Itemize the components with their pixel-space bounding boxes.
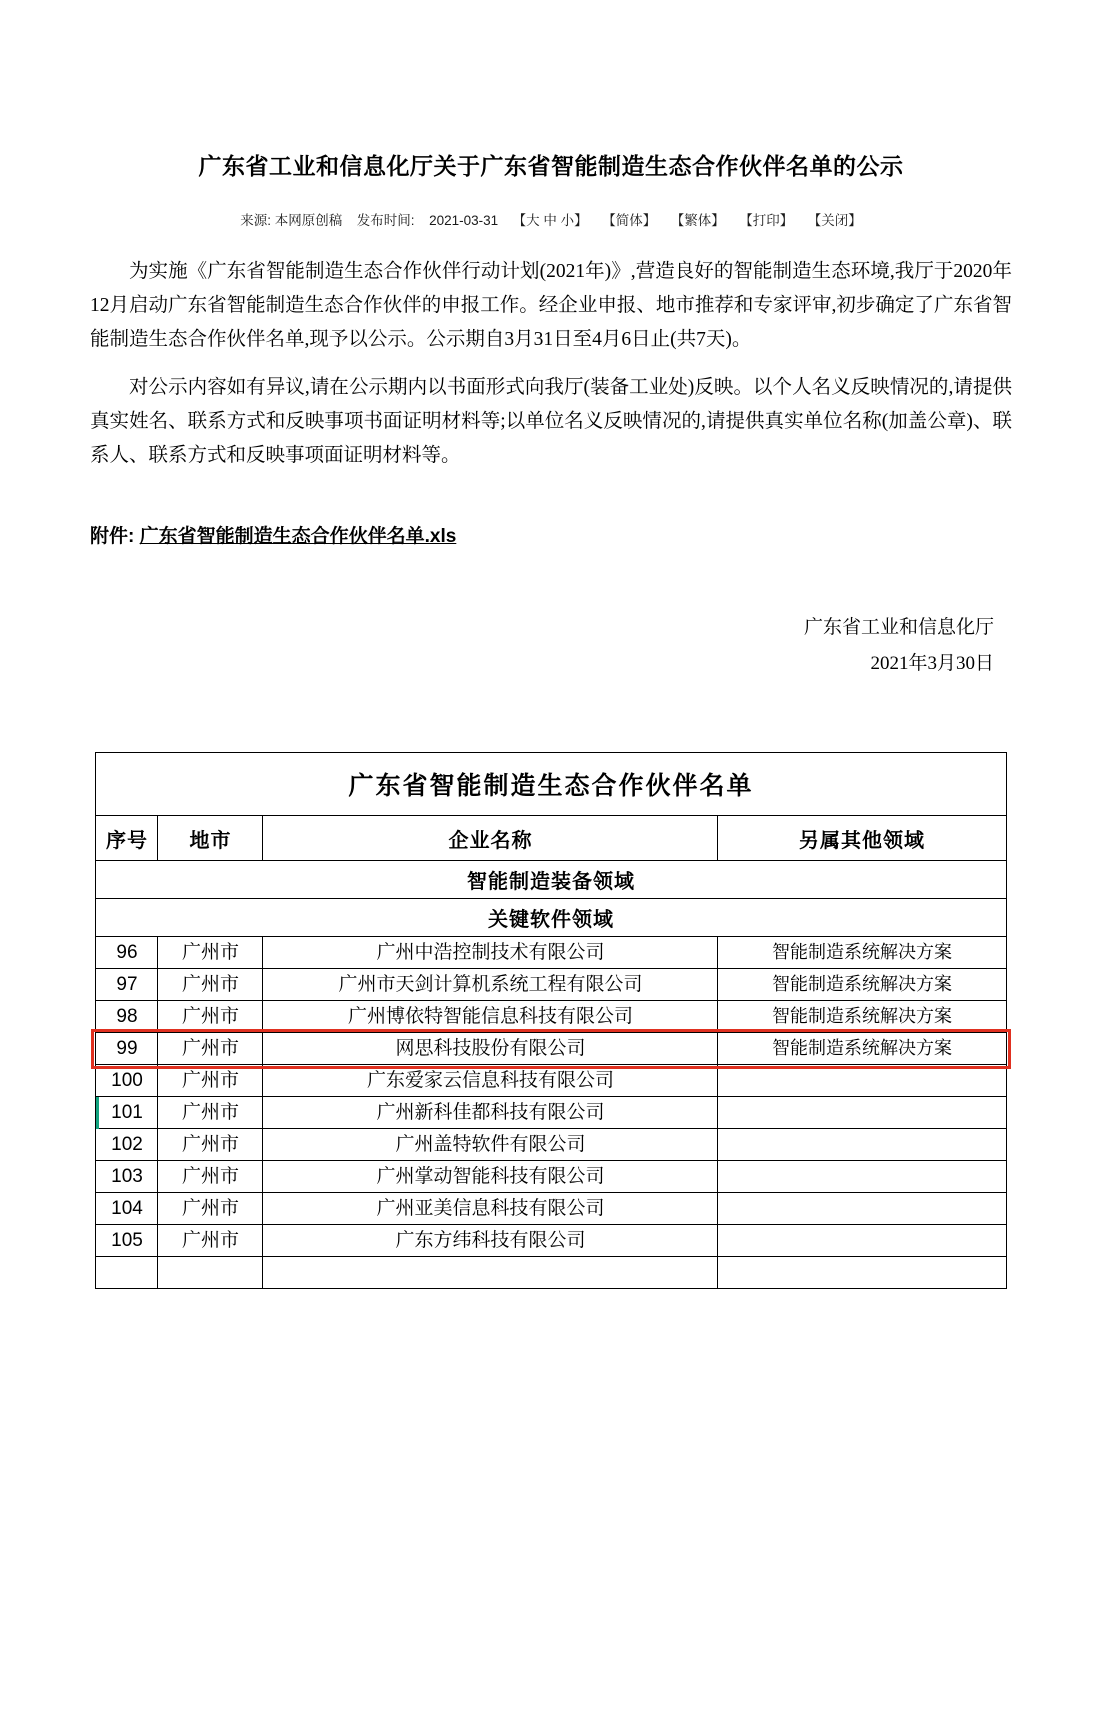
- cell-city: 广州市: [158, 1161, 263, 1193]
- page-bottom-clip: [0, 1396, 1102, 1716]
- header-no: 序号: [96, 816, 158, 861]
- source-label: 来源:: [240, 213, 271, 228]
- cell-other: 智能制造系统解决方案: [718, 937, 1006, 969]
- table-row: [96, 1129, 1006, 1161]
- table-row-highlighted: [96, 1033, 1006, 1065]
- cell-no: 96: [96, 937, 158, 969]
- cell-company: 广州盖特软件有限公司: [263, 1129, 718, 1161]
- cell-other: [718, 1161, 1006, 1193]
- document-page: [0, 148, 1102, 1707]
- table-section-row: [96, 861, 1006, 899]
- cell-city: 广州市: [158, 969, 263, 1001]
- cell-company: 广东方纬科技有限公司: [263, 1225, 718, 1257]
- font-size-toggle[interactable]: 【大 中 小】: [512, 213, 588, 228]
- section-label-equipment: 智能制造装备领域: [96, 861, 1006, 899]
- cell-city: 广州市: [158, 1225, 263, 1257]
- table-section-row: [96, 899, 1006, 937]
- source-value: 本网原创稿: [274, 213, 343, 228]
- cell-no: 99: [96, 1033, 158, 1065]
- cell-other: 智能制造系统解决方案: [718, 1033, 1006, 1065]
- cell-city: 广州市: [158, 1193, 263, 1225]
- cell-city: 广州市: [158, 1097, 263, 1129]
- partner-list-table: [95, 752, 1006, 1289]
- table-row: [96, 1193, 1006, 1225]
- table-header-row: [96, 816, 1006, 861]
- table-row: [96, 1001, 1006, 1033]
- header-other: 另属其他领域: [718, 816, 1006, 861]
- body-paragraph-2: 对公示内容如有异议,请在公示期内以书面形式向我厅(装备工业处)反映。以个人名义反映情况的,请提供真实姓名、联系方式和反映事项书面证明材料等;以单位名义反映情况的,请提供真实单位名称(加盖公章)、联系人、联系方式和反映事项面证明材料等。: [90, 377, 1012, 466]
- cell-company: 广州市天剑计算机系统工程有限公司: [263, 969, 718, 1001]
- cell-other: [718, 1065, 1006, 1097]
- cell-city: [158, 1257, 263, 1289]
- simplified-toggle[interactable]: 【简体】: [602, 213, 657, 228]
- header-city: 地市: [158, 816, 263, 861]
- document-meta: [90, 209, 1012, 229]
- attachment-file-link[interactable]: 广东省智能制造生态合作伙伴名单.xls: [139, 526, 457, 547]
- table-row: [96, 969, 1006, 1001]
- cell-no: 104: [96, 1193, 158, 1225]
- cell-city: 广州市: [158, 1033, 263, 1065]
- cell-no: 98: [96, 1001, 158, 1033]
- header-company: 企业名称: [263, 816, 718, 861]
- cell-company: 广州新科佳都科技有限公司: [263, 1097, 718, 1129]
- page-title: 广东省工业和信息化厅关于广东省智能制造生态合作伙伴名单的公示: [198, 153, 904, 179]
- table-row: [96, 1065, 1006, 1097]
- cell-city: 广州市: [158, 1001, 263, 1033]
- table-caption: 广东省智能制造生态合作伙伴名单: [96, 753, 1006, 816]
- cell-city: 广州市: [158, 937, 263, 969]
- cell-company: 广州中浩控制技术有限公司: [263, 937, 718, 969]
- cell-other: [718, 1225, 1006, 1257]
- cell-city: 广州市: [158, 1129, 263, 1161]
- cell-company: [263, 1257, 718, 1289]
- cell-other: 智能制造系统解决方案: [718, 969, 1006, 1001]
- cell-other: [718, 1097, 1006, 1129]
- signature-date: 2021年3月30日: [870, 653, 994, 674]
- body-paragraph-1: 为实施《广东省智能制造生态合作伙伴行动计划(2021年)》,营造良好的智能制造生态环境,我厅于2020年12月启动广东省智能制造生态合作伙伴的申报工作。经企业申报、地市推荐和专家评审,初步确定了广东省智能制造生态合作伙伴名单,现予以公示。公示期自3月31日至4月6日止(共7天)。: [90, 261, 1012, 350]
- cell-other: [718, 1193, 1006, 1225]
- cell-no: 102: [96, 1129, 158, 1161]
- cell-no: 101: [96, 1097, 158, 1129]
- table-row: [96, 937, 1006, 969]
- cell-company: 广州亚美信息科技有限公司: [263, 1193, 718, 1225]
- cell-company: 网思科技股份有限公司: [263, 1033, 718, 1065]
- section-label-software: 关键软件领域: [96, 899, 1006, 937]
- publish-date: 2021-03-31: [429, 213, 499, 228]
- cell-no: [96, 1257, 158, 1289]
- cell-no: 100: [96, 1065, 158, 1097]
- table-row: [96, 1225, 1006, 1257]
- table-row: [96, 1161, 1006, 1193]
- signature-organization: 广东省工业和信息化厅: [803, 617, 994, 638]
- table-row-partial: [96, 1257, 1006, 1289]
- table-row: [96, 1097, 1006, 1129]
- signature-block: [90, 610, 1012, 682]
- cell-company: 广州掌动智能科技有限公司: [263, 1161, 718, 1193]
- cell-no: 103: [96, 1161, 158, 1193]
- cell-company: 广州博依特智能信息科技有限公司: [263, 1001, 718, 1033]
- print-button[interactable]: 【打印】: [739, 213, 794, 228]
- cell-company: 广东爱家云信息科技有限公司: [263, 1065, 718, 1097]
- table-caption-row: [96, 753, 1006, 816]
- publish-label: 发布时间:: [356, 213, 415, 228]
- close-button[interactable]: 【关闭】: [807, 213, 862, 228]
- partner-list-table-wrap: [90, 752, 1012, 1289]
- cell-no: 105: [96, 1225, 158, 1257]
- attachment-line: [90, 521, 1012, 548]
- cell-city: 广州市: [158, 1065, 263, 1097]
- cell-other: [718, 1257, 1006, 1289]
- traditional-toggle[interactable]: 【繁体】: [670, 213, 725, 228]
- cell-no: 97: [96, 969, 158, 1001]
- cell-other: 智能制造系统解决方案: [718, 1001, 1006, 1033]
- attachment-label: 附件:: [90, 526, 135, 547]
- cell-other: [718, 1129, 1006, 1161]
